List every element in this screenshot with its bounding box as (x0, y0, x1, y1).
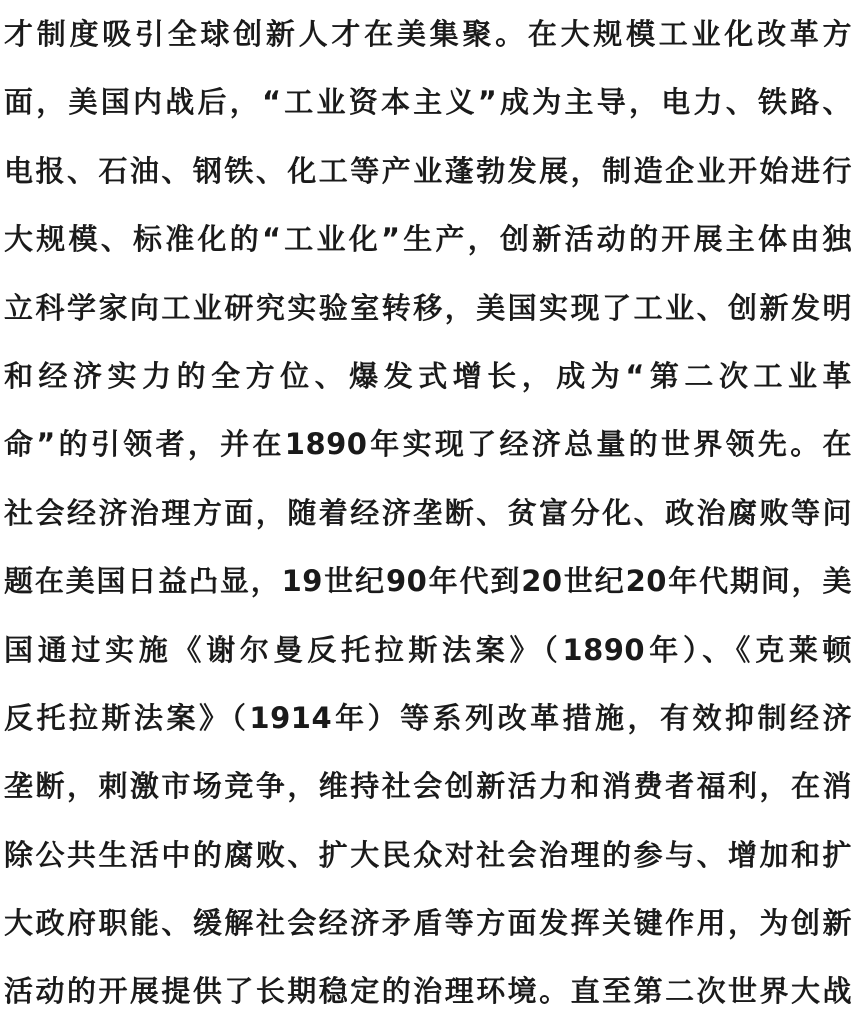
text-line: 大规模、标准化的“工业化”生产，创新活动的开展主体由独 (4, 222, 852, 257)
text-line: 和经济实力的全方位、爆发式增长，成为“第二次工业革 (4, 358, 852, 393)
text-line: 除公共生活中的腐败、扩大民众对社会治理的参与、增加和扩 (4, 837, 852, 872)
text-line: 才制度吸引全球创新人才在美集聚。在大规模工业化改革方 (4, 17, 852, 51)
text-line: 活动的开展提供了长期稳定的治理环境。直至第二次世界大战 (4, 974, 852, 1009)
text-line: 反托拉斯法案》（1914年）等系列改革措施，有效抑制经济 (4, 700, 852, 735)
text-line: 面，美国内战后，“工业资本主义”成为主导，电力、铁路、 (4, 85, 852, 120)
text-line: 命”的引领者，并在1890年实现了经济总量的世界领先。在 (4, 427, 852, 462)
text-line: 电报、石油、钢铁、化工等产业蓬勃发展，制造企业开始进行 (4, 153, 852, 188)
text-line: 立科学家向工业研究实验室转移，美国实现了工业、创新发明 (4, 290, 852, 325)
body-text (4, 0, 852, 1026)
text-line: 垄断，刺激市场竞争，维持社会创新活力和消费者福利，在消 (4, 769, 852, 804)
text-line: 国通过实施《谢尔曼反托拉斯法案》（1890年）、《克莱顿 (4, 632, 852, 667)
text-line: 题在美国日益凸显，19世纪90年代到20世纪20年代期间，美 (4, 564, 852, 599)
text-line: 社会经济治理方面，随着经济垄断、贫富分化、政治腐败等问 (4, 495, 852, 530)
text-line: 大政府职能、缓解社会经济矛盾等方面发挥关键作用，为创新 (4, 906, 852, 941)
